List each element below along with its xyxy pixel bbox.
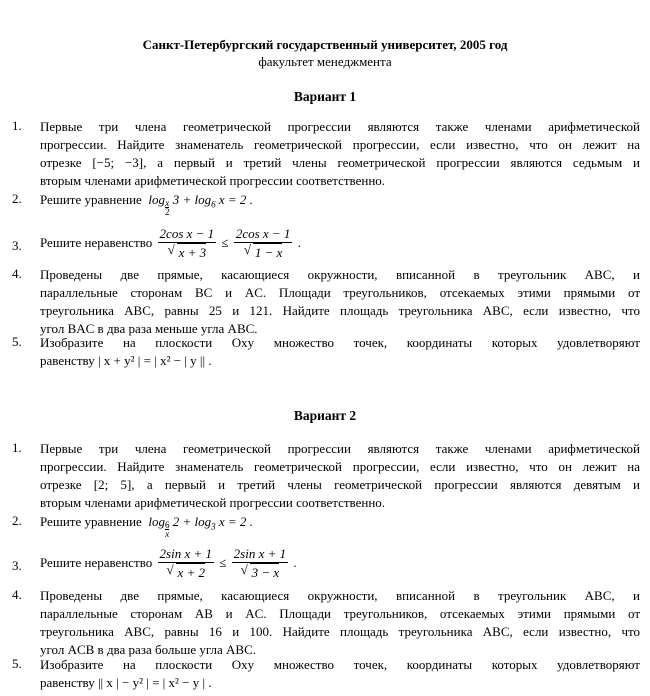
inequality xyxy=(40,546,297,580)
fraction-left xyxy=(158,546,214,582)
eq-tail: x = 2 . xyxy=(218,192,253,207)
tail: . xyxy=(293,554,297,570)
fraction-right xyxy=(232,546,288,582)
inequality xyxy=(40,226,301,260)
problem-number: 1. xyxy=(12,440,22,455)
text-line: отрезке [−5; −3], а первый и третий члены геометрической прогрессии являются седьмым и xyxy=(40,155,640,170)
problem-text xyxy=(40,513,640,540)
problem-number: 2. xyxy=(12,191,22,206)
prefix-text: Решите уравнение xyxy=(40,514,142,529)
problem-text xyxy=(40,118,640,190)
document-subtitle: факультет менеджмента xyxy=(258,54,392,69)
equation: Решите уравнение $\log_{\frac{6}{x}} 2 + \log_3 x = 2$ . xyxy=(40,514,253,539)
text-line: прогрессии. Найдите знаменатель геометрической прогрессии, если известно, что он лежит на xyxy=(40,137,640,152)
problem-number: 3. xyxy=(12,238,22,253)
problem-number: 4. xyxy=(12,587,22,602)
variant-2-heading: Вариант 2 xyxy=(293,408,357,423)
eq-part: 3 + log xyxy=(172,192,212,207)
numerator: 2cos x − 1 xyxy=(159,226,215,241)
text-line: равенству | x + y² | = | x² − | y || . xyxy=(40,353,212,368)
fraction-right xyxy=(234,226,293,262)
prefix-text: Решите уравнение xyxy=(40,192,142,207)
relation: ≤ xyxy=(221,234,229,250)
denominator: √ 1 − x xyxy=(253,243,283,262)
text-line: вторым членами арифметической прогрессии соответственно. xyxy=(40,173,386,188)
prefix-text: Решите неравенство xyxy=(40,234,153,250)
log-base: 6 x xyxy=(164,520,170,539)
problem-text xyxy=(40,266,640,338)
problem-text xyxy=(40,440,640,512)
fraction-left xyxy=(158,226,217,262)
tail: . xyxy=(297,234,301,250)
document-title: Санкт-Петербургский государственный университет, 2005 год xyxy=(142,37,508,52)
relation: ≤ xyxy=(219,554,227,570)
text-line: параллельные сторонам BC и AC. Площади треугольников, отсекаемых этими прямыми от xyxy=(40,285,640,300)
numerator: 2sin x + 1 xyxy=(159,546,213,561)
problem-number: 5. xyxy=(12,334,22,349)
text-line: Первые три члена геометрической прогрессии являются также членами арифметической xyxy=(40,441,640,456)
numerator: 2cos x − 1 xyxy=(235,226,291,241)
problem-number: 1. xyxy=(12,118,22,133)
numerator: 2sin x + 1 xyxy=(233,546,287,561)
log-sub: 6 xyxy=(211,199,216,210)
text-line: Первые три члена геометрической прогрессии являются также членами арифметической xyxy=(40,119,640,134)
text-line: треугольника ABC, равны 25 и 121. Найдите площадь треугольника ABC, если известно, что xyxy=(40,303,640,318)
problem-number: 5. xyxy=(12,656,22,671)
problem-number: 3. xyxy=(12,558,22,573)
text-line: отрезке [2; 5], а первый и третий члены геометрической прогрессии являются девятым и xyxy=(40,477,640,492)
text-line: Проведены две прямые, касающиеся окружности, вписанной в треугольник ABC, и xyxy=(40,267,640,282)
text-line: вторым членами арифметической прогрессии соответственно. xyxy=(40,495,386,510)
text-line: Изобразите на плоскости Oxy множество точек, координаты которых удовлетворяют xyxy=(40,335,640,350)
text-line: треугольника ABC, равны 16 и 100. Найдите площадь треугольника ABC, если известно, что xyxy=(40,624,640,639)
denominator: √ x + 3 xyxy=(177,243,207,262)
text-line: Изобразите на плоскости Oxy множество точек, координаты которых удовлетворяют xyxy=(40,657,640,672)
problem-text xyxy=(40,656,640,692)
eq-tail: x = 2 . xyxy=(218,514,253,529)
log-sub: 3 xyxy=(211,521,216,532)
variant-1-heading: Вариант 1 xyxy=(293,89,357,104)
text-line: Проведены две прямые, касающиеся окружности, вписанной в треугольник ABC, и xyxy=(40,588,640,603)
problem-text xyxy=(40,587,640,659)
problem-number: 4. xyxy=(12,266,22,281)
text-line: равенству || x | − y² | = | x² − y | . xyxy=(40,675,212,690)
text-line: угол ACB в два раза больше угла ABC. xyxy=(40,642,257,657)
problem-text xyxy=(40,334,640,370)
text-line: параллельные сторонам AB и AC. Площади треугольников, отсекаемых этими прямыми от xyxy=(40,606,640,621)
problem-number: 2. xyxy=(12,513,22,528)
equation: Решите уравнение $\log_{\frac{x}{2}} 3 + \log_6 x = 2$ . xyxy=(40,192,253,217)
denominator: √ 3 − x xyxy=(250,563,280,582)
eq-part: 2 + log xyxy=(172,514,212,529)
problem-text xyxy=(40,546,640,582)
log-base: x 2 xyxy=(164,198,170,217)
text-line: угол BAC в два раза меньше угла ABC. xyxy=(40,321,258,336)
denominator: √ x + 2 xyxy=(176,563,206,582)
prefix-text: Решите неравенство xyxy=(40,554,153,570)
problem-text xyxy=(40,191,640,218)
text-line: прогрессии. Найдите знаменатель геометрической прогрессии, если известно, что он лежит на xyxy=(40,459,640,474)
problem-text xyxy=(40,226,640,262)
